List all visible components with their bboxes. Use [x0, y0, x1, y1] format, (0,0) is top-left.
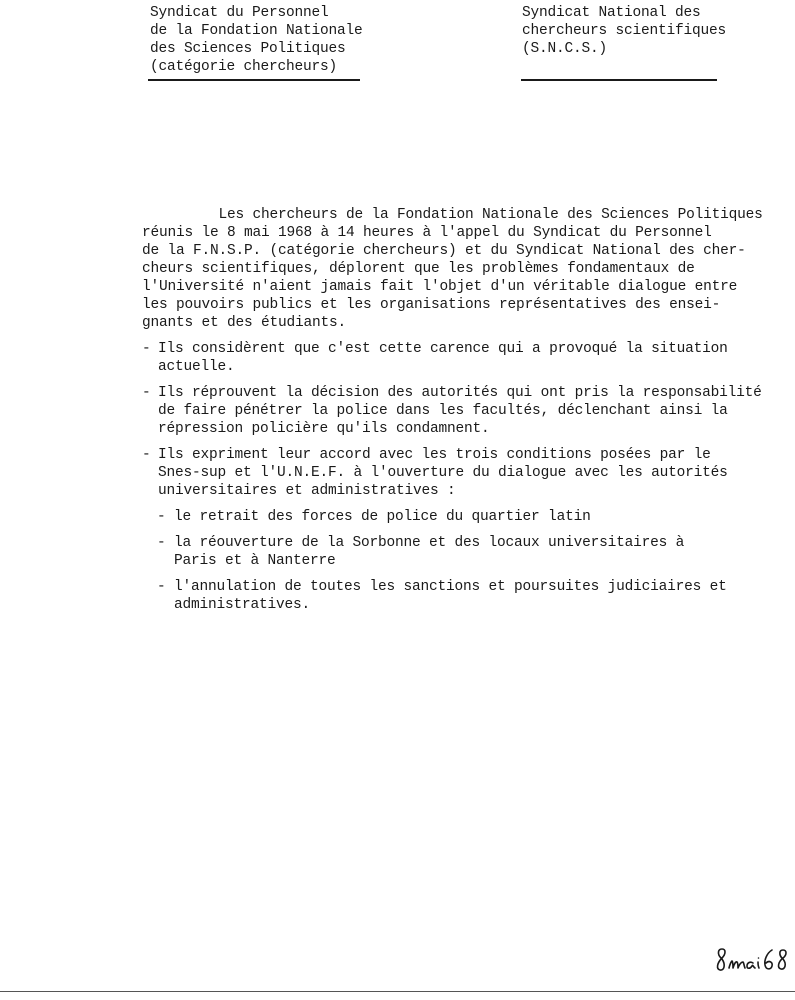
condition-line: l'annulation de toutes les sanctions et poursuites judiciaires et — [174, 579, 727, 595]
list-item-line: actuelle. — [158, 359, 235, 375]
header-left-line: Syndicat du Personnel — [150, 5, 329, 21]
page-bottom-edge — [0, 991, 795, 992]
intro-line: gnants et des étudiants. — [142, 315, 347, 331]
list-item-line: Ils considèrent que c'est cette carence qui a provoqué la situation — [158, 341, 728, 357]
list-item-line: universitaires et administratives : — [158, 483, 456, 499]
condition-dash: - — [157, 509, 166, 525]
header-right-line: chercheurs scientifiques — [522, 23, 727, 39]
intro-line: de la F.N.S.P. (catégorie chercheurs) et du Syndicat National des cher- — [142, 243, 746, 259]
header-left-line: des Sciences Politiques — [150, 41, 346, 57]
list-item-line: répression policière qu'ils condamnent. — [158, 421, 490, 437]
list-item-line: de faire pénétrer la police dans les facultés, déclenchant ainsi la — [158, 403, 728, 419]
intro-line: les pouvoirs publics et les organisations représentatives des ensei- — [142, 297, 721, 313]
condition-item — [142, 578, 777, 614]
condition-line: le retrait des forces de police du quartier latin — [174, 509, 591, 525]
list-dash: - — [142, 447, 151, 463]
list-item-line: Snes-sup et l'U.N.E.F. à l'ouverture du dialogue avec les autorités — [158, 465, 728, 481]
header-left-rule — [148, 79, 360, 81]
header-left-line: de la Fondation Nationale — [150, 23, 363, 39]
header-left-line: (catégorie chercheurs) — [150, 59, 338, 75]
intro-line: l'Université n'aient jamais fait l'objet d'un véritable dialogue entre — [142, 279, 738, 295]
list-item-line: Ils réprouvent la décision des autorités qui ont pris la responsabilité — [158, 385, 762, 401]
intro-line: Les chercheurs de la Fondation Nationale des Sciences Politiques — [142, 207, 763, 223]
header-left-block — [150, 4, 363, 76]
handwritten-date-annotation — [712, 944, 792, 984]
list-item — [142, 384, 777, 438]
condition-dash: - — [157, 579, 166, 595]
intro-paragraph — [142, 206, 777, 332]
condition-line: administratives. — [174, 597, 311, 613]
header-right-line: Syndicat National des — [522, 5, 701, 21]
header-right-block — [522, 4, 726, 58]
list-item-line: Ils expriment leur accord avec les trois conditions posées par le — [158, 447, 711, 463]
intro-line: cheurs scientifiques, déplorent que les problèmes fondamentaux de — [142, 261, 695, 277]
condition-dash: - — [157, 535, 166, 551]
header-right-rule — [521, 79, 717, 81]
condition-item — [142, 508, 777, 526]
statement-body — [142, 206, 777, 614]
intro-line: réunis le 8 mai 1968 à 14 heures à l'appel du Syndicat du Personnel — [142, 225, 712, 241]
list-dash: - — [142, 385, 151, 401]
condition-item — [142, 534, 777, 570]
conditions-list — [142, 508, 777, 614]
header-right-line: (S.N.C.S.) — [522, 41, 608, 57]
condition-line: la réouverture de la Sorbonne et des locaux universitaires à — [174, 535, 685, 551]
list-dash: - — [142, 341, 151, 357]
list-item — [142, 446, 777, 500]
list-item — [142, 340, 777, 376]
condition-line: Paris et à Nanterre — [174, 553, 336, 569]
